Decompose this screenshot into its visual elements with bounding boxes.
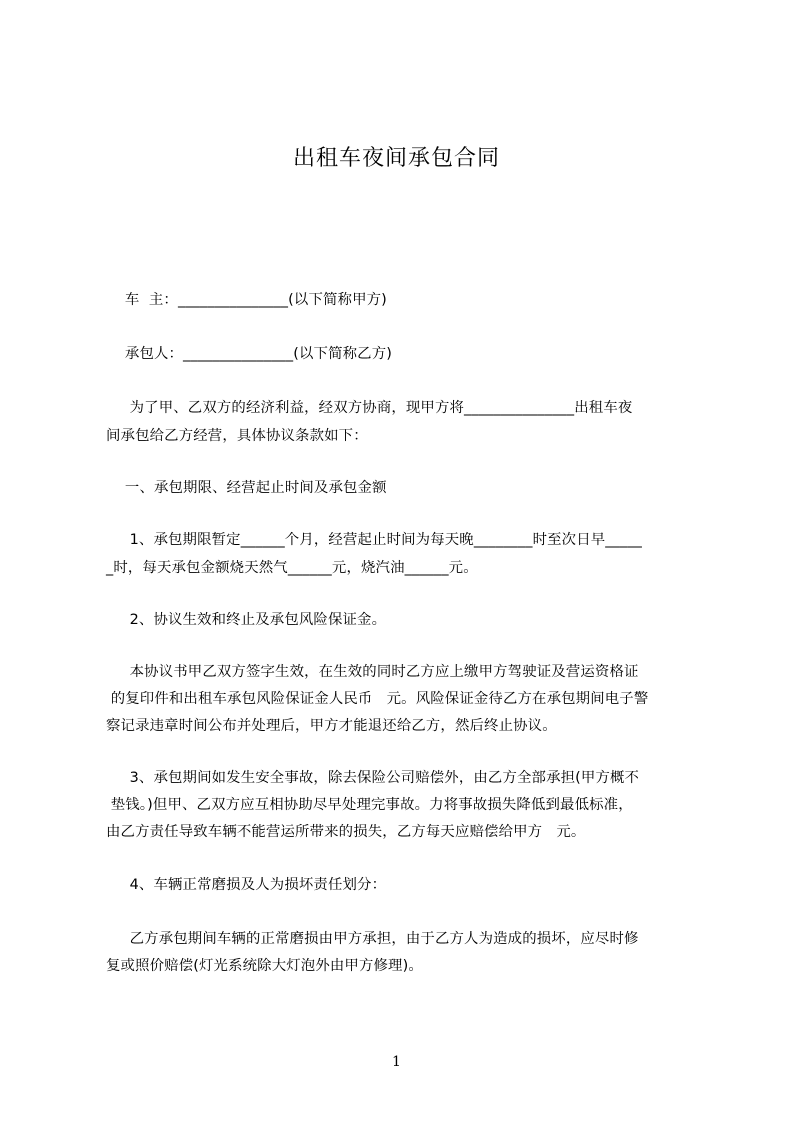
intro-line-1: 为了甲、乙双方的经济利益，经双方协商，现甲方将_______________出租车夜 xyxy=(106,400,633,416)
section-1-item-line-1: 1、承包期限暂定______个月，经营起止时间为每天晚________时至次日早_____ xyxy=(106,532,643,548)
page-number: 1 xyxy=(392,1054,401,1070)
section-1-heading: 一、承包期限、经营起止时间及承包金额 xyxy=(106,480,387,496)
section-3-paragraph-line-3: 由乙方责任导致车辆不能营运所带来的损失，乙方每天应赔偿给甲方 元。 xyxy=(106,824,586,840)
intro-line-2: 间承包给乙方经营，具体协议条款如下： xyxy=(106,428,368,444)
section-3-paragraph-line-2: 垫钱。)但甲、乙双方应互相协助尽早处理完事故。力将事故损失降低到最低标准， xyxy=(106,797,633,813)
section-3-paragraph-line-1: 3、承包期间如发生安全事故，除去保险公司赔偿外，由乙方全部承担(甲方概不 xyxy=(106,770,640,786)
section-2-paragraph-line-2: 的复印件和出租车承包风险保证金人民币 元。风险保证金待乙方在承包期间电子警 xyxy=(106,691,649,707)
section-2-paragraph-line-1: 本协议书甲乙双方签字生效，在生效的同时乙方应上缴甲方驾驶证及营运资格证 xyxy=(106,664,639,680)
contractor-line: 承包人：_______________(以下简称乙方) xyxy=(106,346,393,362)
section-2-paragraph-line-3: 察记录违章时间公布并处理后，甲方才能退还给乙方，然后终止协议。 xyxy=(106,718,557,734)
section-4-paragraph-line-1: 乙方承包期间车辆的正常磨损由甲方承担，由于乙方人为造成的损坏，应尽时修 xyxy=(106,931,639,947)
section-4-paragraph-line-2: 复或照价赔偿(灯光系统除大灯泡外由甲方修理)。 xyxy=(106,958,423,974)
owner-line: 车 主：_______________(以下简称甲方) xyxy=(106,292,387,308)
section-4-heading: 4、车辆正常磨损及人为损坏责任划分： xyxy=(106,877,387,893)
section-1-item-line-2: _时，每天承包金额烧天然气______元，烧汽油______元。 xyxy=(106,560,478,576)
document-title: 出租车夜间承包合同 xyxy=(292,146,500,171)
section-2-heading: 2、协议生效和终止及承包风险保证金。 xyxy=(106,612,387,628)
